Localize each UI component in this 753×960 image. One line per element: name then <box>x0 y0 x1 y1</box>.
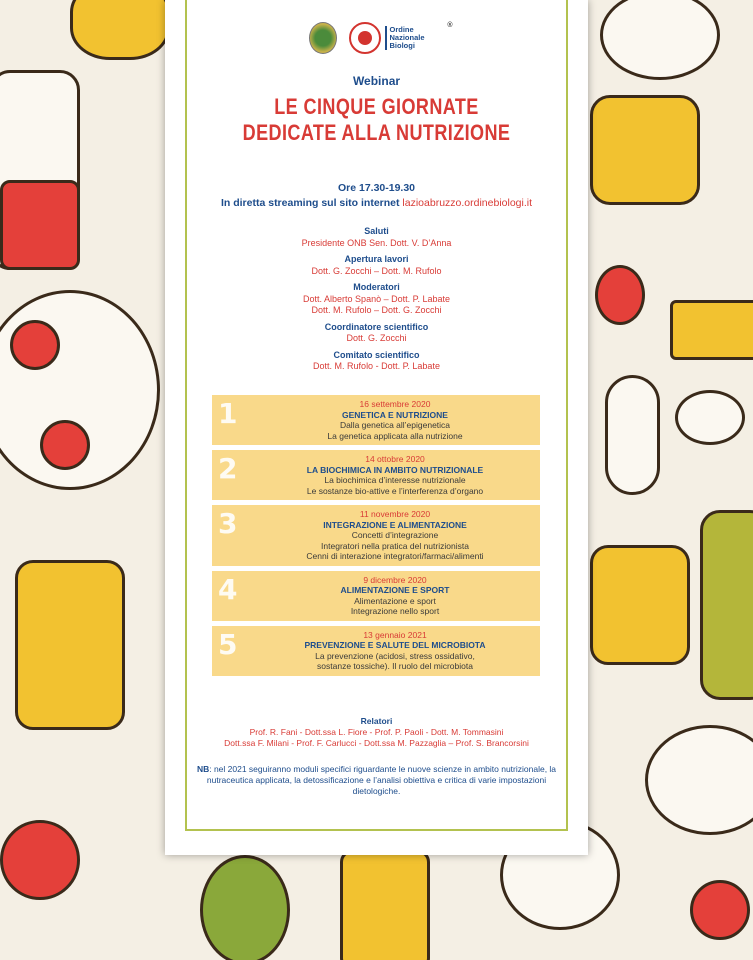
wine-glass-illustration <box>605 375 660 495</box>
credit-heading: Apertura lavori <box>344 254 409 264</box>
olive-pot-illustration <box>590 95 700 205</box>
logos-row <box>165 22 588 54</box>
event-poster <box>165 0 588 855</box>
session-topic: Alimentazione e sport <box>354 595 436 606</box>
vinegar-illustration <box>0 180 80 270</box>
olive-bowl-illustration <box>600 0 720 80</box>
sessions-list <box>212 395 540 681</box>
session-number: 5 <box>218 627 238 661</box>
speakers-section <box>165 716 588 749</box>
oil-bottle-illustration <box>700 510 753 700</box>
session-topic: La genetica applicata alla nutrizione <box>327 430 463 441</box>
credit-heading: Comitato scientifico <box>333 349 420 360</box>
pepper-icon <box>690 880 750 940</box>
credit-heading: Moderatori <box>353 282 400 292</box>
italian-republic-emblem-icon <box>309 22 337 54</box>
session-date: 9 dicembre 2020 <box>363 574 427 585</box>
session-topic: sostanze tossiche). Il ruolo del microbiota <box>317 661 473 671</box>
olive-pot-illustration <box>590 545 690 665</box>
note-label: NB <box>196 764 210 774</box>
session-number: 1 <box>218 397 238 430</box>
credit-name: Dott. G. Zocchi <box>346 333 407 343</box>
session-title: GENETICA E NUTRIZIONE <box>342 409 448 420</box>
credit-name: Dott. M. Rufolo - Dott. P. Labate <box>313 361 440 371</box>
session-card <box>212 571 540 621</box>
note-section <box>193 764 560 797</box>
credit-heading: Coordinatore scientifico <box>324 321 429 332</box>
logo-line: Ordine <box>389 25 414 34</box>
streaming-prefix: In diretta streaming sul sito internet <box>220 197 400 209</box>
mushroom-illustration <box>675 390 745 445</box>
olive-illustration <box>200 855 290 960</box>
credit-name: Dott. G. Zocchi – Dott. M. Rufolo <box>311 265 442 276</box>
session-topic: Cenni di interazione integratori/farmaci/alimenti <box>306 551 484 561</box>
title-line-1: LE CINQUE GIORNATE <box>274 94 479 119</box>
session-title: LA BIOCHIMICA IN AMBITO NUTRIZIONALE <box>306 464 484 475</box>
pasta-pack-illustration <box>670 300 753 360</box>
session-title: PREVENZIONE E SALUTE DEL MICROBIOTA <box>304 640 486 650</box>
credits-section <box>165 226 588 373</box>
session-topic: Le sostanze bio-attive e l’interferenza d’organo <box>306 485 484 496</box>
session-card <box>212 505 540 566</box>
session-card <box>212 395 540 445</box>
credit-heading: Saluti <box>364 226 389 236</box>
credit-name: Presidente ONB Sen. Dott. V. D’Anna <box>301 237 452 248</box>
session-topic: Integrazione nello sport <box>350 606 440 616</box>
streaming-url-link[interactable]: lazioabruzzo.ordinebiologi.it <box>402 197 533 209</box>
session-topic: Dalla genetica all’epigenetica <box>339 420 451 430</box>
session-date: 14 ottobre 2020 <box>365 454 425 464</box>
session-title: INTEGRAZIONE E ALIMENTAZIONE <box>323 519 467 530</box>
onb-logo <box>349 22 453 54</box>
session-number: 2 <box>218 452 238 485</box>
speakers-line: Prof. R. Fani - Dott.ssa L. Fiore - Prof. P. Paoli - Dott. M. Tommasini <box>249 727 504 737</box>
onb-logo-text <box>385 22 453 50</box>
speakers-line: Dott.ssa F. Milani - Prof. F. Carlucci - Dott.ssa M. Pazzaglia – Prof. S. Brancorsini <box>224 738 529 748</box>
credit-name: Dott. Alberto Spanò – Dott. P. Labate <box>303 293 450 304</box>
note-text: : nel 2021 seguiranno moduli specifici riguardante le nuove scienze in ambito nutrizionale, la nutraceutica applicata, la detossificazione e l’analisi obiettiva e critica di varie impostazioni dietologiche. <box>206 764 557 796</box>
streaming-info <box>165 196 588 211</box>
lemonade-jug-illustration <box>15 560 125 730</box>
logo-line: Biologi <box>389 41 415 50</box>
session-topic: La prevenzione (acidosi, stress ossidativo, <box>315 650 475 661</box>
onb-logo-icon <box>349 22 381 54</box>
speakers-heading: Relatori <box>360 716 393 726</box>
session-topic: Concetti d’integrazione <box>351 530 439 540</box>
session-date: 13 gennaio 2021 <box>363 629 427 640</box>
session-topic: Integratori nella pratica del nutrizionista <box>321 540 469 551</box>
session-number: 3 <box>218 507 238 540</box>
registered-mark: ® <box>447 22 453 29</box>
event-hours: Ore 17.30-19.30 <box>337 182 416 194</box>
tomato-icon <box>595 265 645 325</box>
tomato-illustration <box>0 820 80 900</box>
poster-title <box>203 94 550 146</box>
lemon-jar-illustration <box>70 0 170 60</box>
session-card <box>212 450 540 500</box>
session-date: 11 novembre 2020 <box>359 509 431 519</box>
tomato-slice-icon <box>40 420 90 470</box>
webinar-label: Webinar <box>352 74 401 88</box>
session-card <box>212 626 540 676</box>
pasta-plate-illustration <box>645 725 753 835</box>
cheese-illustration <box>340 850 430 960</box>
session-date: 16 settembre 2020 <box>359 399 431 409</box>
session-topic: La biochimica d’interesse nutrizionale <box>324 475 466 485</box>
session-number: 4 <box>218 572 238 606</box>
event-time <box>165 181 588 211</box>
tomato-slice-icon <box>10 320 60 370</box>
session-title: ALIMENTAZIONE E SPORT <box>340 585 450 595</box>
logo-line: Nazionale <box>389 33 425 42</box>
credit-name: Dott. M. Rufolo – Dott. G. Zocchi <box>311 305 442 315</box>
title-line-2: DEDICATE ALLA NUTRIZIONE <box>242 120 511 145</box>
